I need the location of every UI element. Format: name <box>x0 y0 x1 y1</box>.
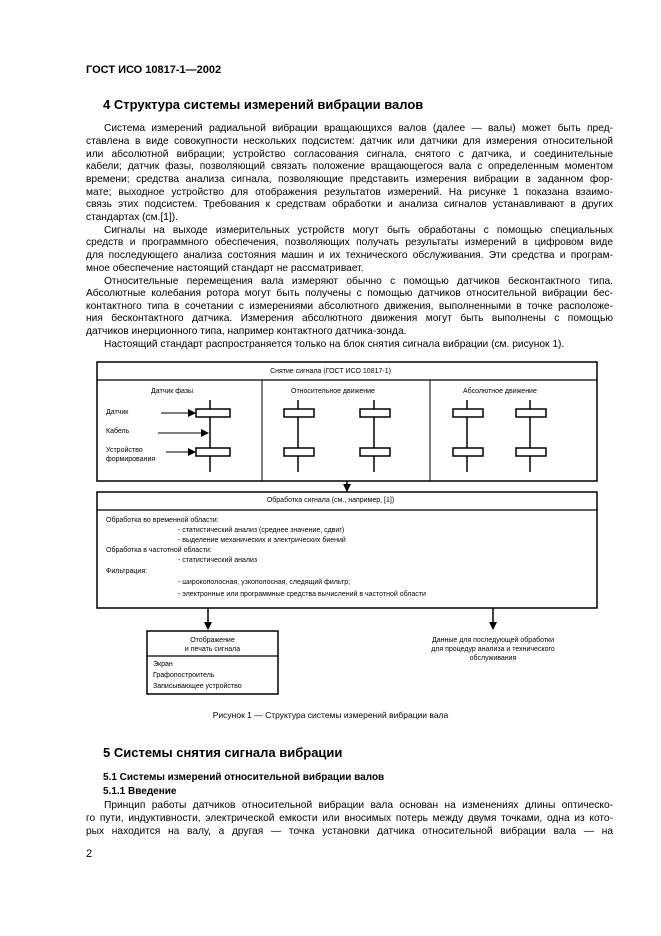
relative-sensor-block <box>360 409 390 417</box>
text-line: Сигналы на выходе измерительных устройств могут быть обработаны с помощью специальных <box>104 225 613 236</box>
processing-line: Обработка в частотной области: <box>106 547 212 554</box>
text-line: для последующего анализа состояния машин и их технического обслуживания. Эти средства и програм- <box>86 250 613 261</box>
signal-acquisition-title: Снятие сигнала (ГОСТ ИСО 10817-1) <box>270 368 391 375</box>
phase-sensor-block <box>196 409 230 417</box>
absolute-conditioner-block <box>453 448 483 456</box>
absolute-sensor-block <box>453 409 483 417</box>
subsection-5-1-title: 5.1 Системы измерений относительной вибрации валов <box>103 772 385 783</box>
document-header: ГОСТ ИСО 10817-1—2002 <box>86 64 222 76</box>
text-line: времени; средства анализа сигнала, позволяющие представить измерения вибрации в заданном фор- <box>86 174 613 185</box>
display-title-line-1: Отображение <box>190 637 235 644</box>
text-line: связь этих подсистем. Требования к средствам обработки и анализа сигналов устанавливают в других <box>86 199 613 210</box>
conditioner-label-line-1: Устройство <box>106 447 143 454</box>
display-title-line-2: и печать сигнала <box>184 646 241 653</box>
cable-label: Кабель <box>106 428 130 435</box>
text-line: стандартах (см.[1]). <box>86 212 179 223</box>
text-line: Относительные перемещения вала измеряют обычно с помощью датчиков бесконтактного типа. <box>104 276 613 287</box>
relative-conditioner-block <box>284 448 314 456</box>
phase-conditioner-block <box>196 448 230 456</box>
text-line: мате; выходное устройство для отображения результатов измерений. На рисунке 1 показана взаимо- <box>86 187 613 198</box>
text-line: кабели; датчик фазы, позволяющий связать положение вращающегося вала с определенным моментом <box>86 161 613 172</box>
absolute-sensor-block <box>516 409 546 417</box>
text-line: ния бесконтактного датчика. Измерения абсолютного движения могут быть выполнены с помощью <box>86 313 613 324</box>
processing-line: Обработка во временной области: <box>106 517 219 524</box>
text-line: или абсолютной вибрации; устройство согласования сигнала, снятого с датчика, и соединительные <box>86 149 613 160</box>
processing-line: - статистический анализ <box>178 557 258 564</box>
text-line: Абсолютные колебания ротора могут быть получены с помощью датчиков относительной вибрации бес- <box>86 288 613 299</box>
section-4-title: 4 Структура системы измерений вибрации валов <box>103 97 424 112</box>
signal-processing-title: Обработка сигнала (см., например, [1]) <box>266 497 395 504</box>
page-number: 2 <box>86 848 93 860</box>
phase-sensor-column-label: Датчик фазы <box>151 388 194 395</box>
subsection-5-1-1-title: 5.1.1 Введение <box>103 786 177 797</box>
display-item: Записывающее устройство <box>153 683 242 690</box>
text-line: датчиков инерционного типа, например контактного датчика-зонда. <box>86 326 407 337</box>
processing-line: - широкополосная, узкополосная, следящий фильтр; <box>178 579 351 586</box>
text-line: рых находится на валу, а другая — точка установки датчика относительной вибрации вала — на <box>86 826 613 837</box>
display-item: Графопостроитель <box>153 672 215 679</box>
relative-conditioner-block <box>360 448 390 456</box>
section-4-paragraph-4: Настоящий стандарт распространяется только на блок снятия сигнала вибрации (см. рисунок 1). <box>104 339 565 350</box>
processing-line: - выделение механических и электрических биений <box>178 537 346 544</box>
text-line: Система измерений радиальной вибрации вращающихся валов (далее — валы) может быть пред- <box>104 123 613 134</box>
further-data-line-1: Данные для последующей обработки <box>431 637 555 644</box>
text-line: средств и программного обеспечения, позволяющих получать результаты измерений в цифровом виде <box>86 237 613 248</box>
relative-motion-column-label: Относительное движение <box>291 388 375 395</box>
text-line: ставлена в виде совокупности нескольких подсистем: датчик или датчики для измерения относительной <box>86 136 613 147</box>
processing-line: - статистический анализ (среднее значение, сдвиг) <box>178 527 345 534</box>
absolute-motion-column-label: Абсолютное движение <box>463 388 537 395</box>
sensor-label: Датчик <box>106 409 129 416</box>
display-item: Экран <box>153 661 173 668</box>
further-data-line-2: для процедур анализа и технического <box>431 646 555 653</box>
text-line: го пути, индуктивности, электрической емкости или вносимых потерь между двумя точками, одна из кото- <box>86 813 613 824</box>
text-line: Принцип работы датчиков относительной вибрации вала основан на изменениях длины оптическо- <box>104 800 613 811</box>
conditioner-label-line-2: формирования <box>106 456 156 463</box>
relative-sensor-block <box>284 409 314 417</box>
text-line: контактного типа в сочетании с измерениями абсолютного движения, выполненными в точке расположе- <box>86 301 613 312</box>
section-5-title: 5 Системы снятия сигнала вибрации <box>103 745 343 760</box>
processing-line: - электронные или программные средства вычислений в частотной области <box>178 591 426 598</box>
processing-line: Фильтрация: <box>106 568 148 575</box>
figure-caption: Рисунок 1 — Структура системы измерений вибрации вала <box>212 710 449 720</box>
text-line: мное обеспечение настоящий стандарт не рассматривает. <box>86 263 364 274</box>
further-data-line-3: обслуживания <box>469 655 517 662</box>
absolute-conditioner-block <box>516 448 546 456</box>
